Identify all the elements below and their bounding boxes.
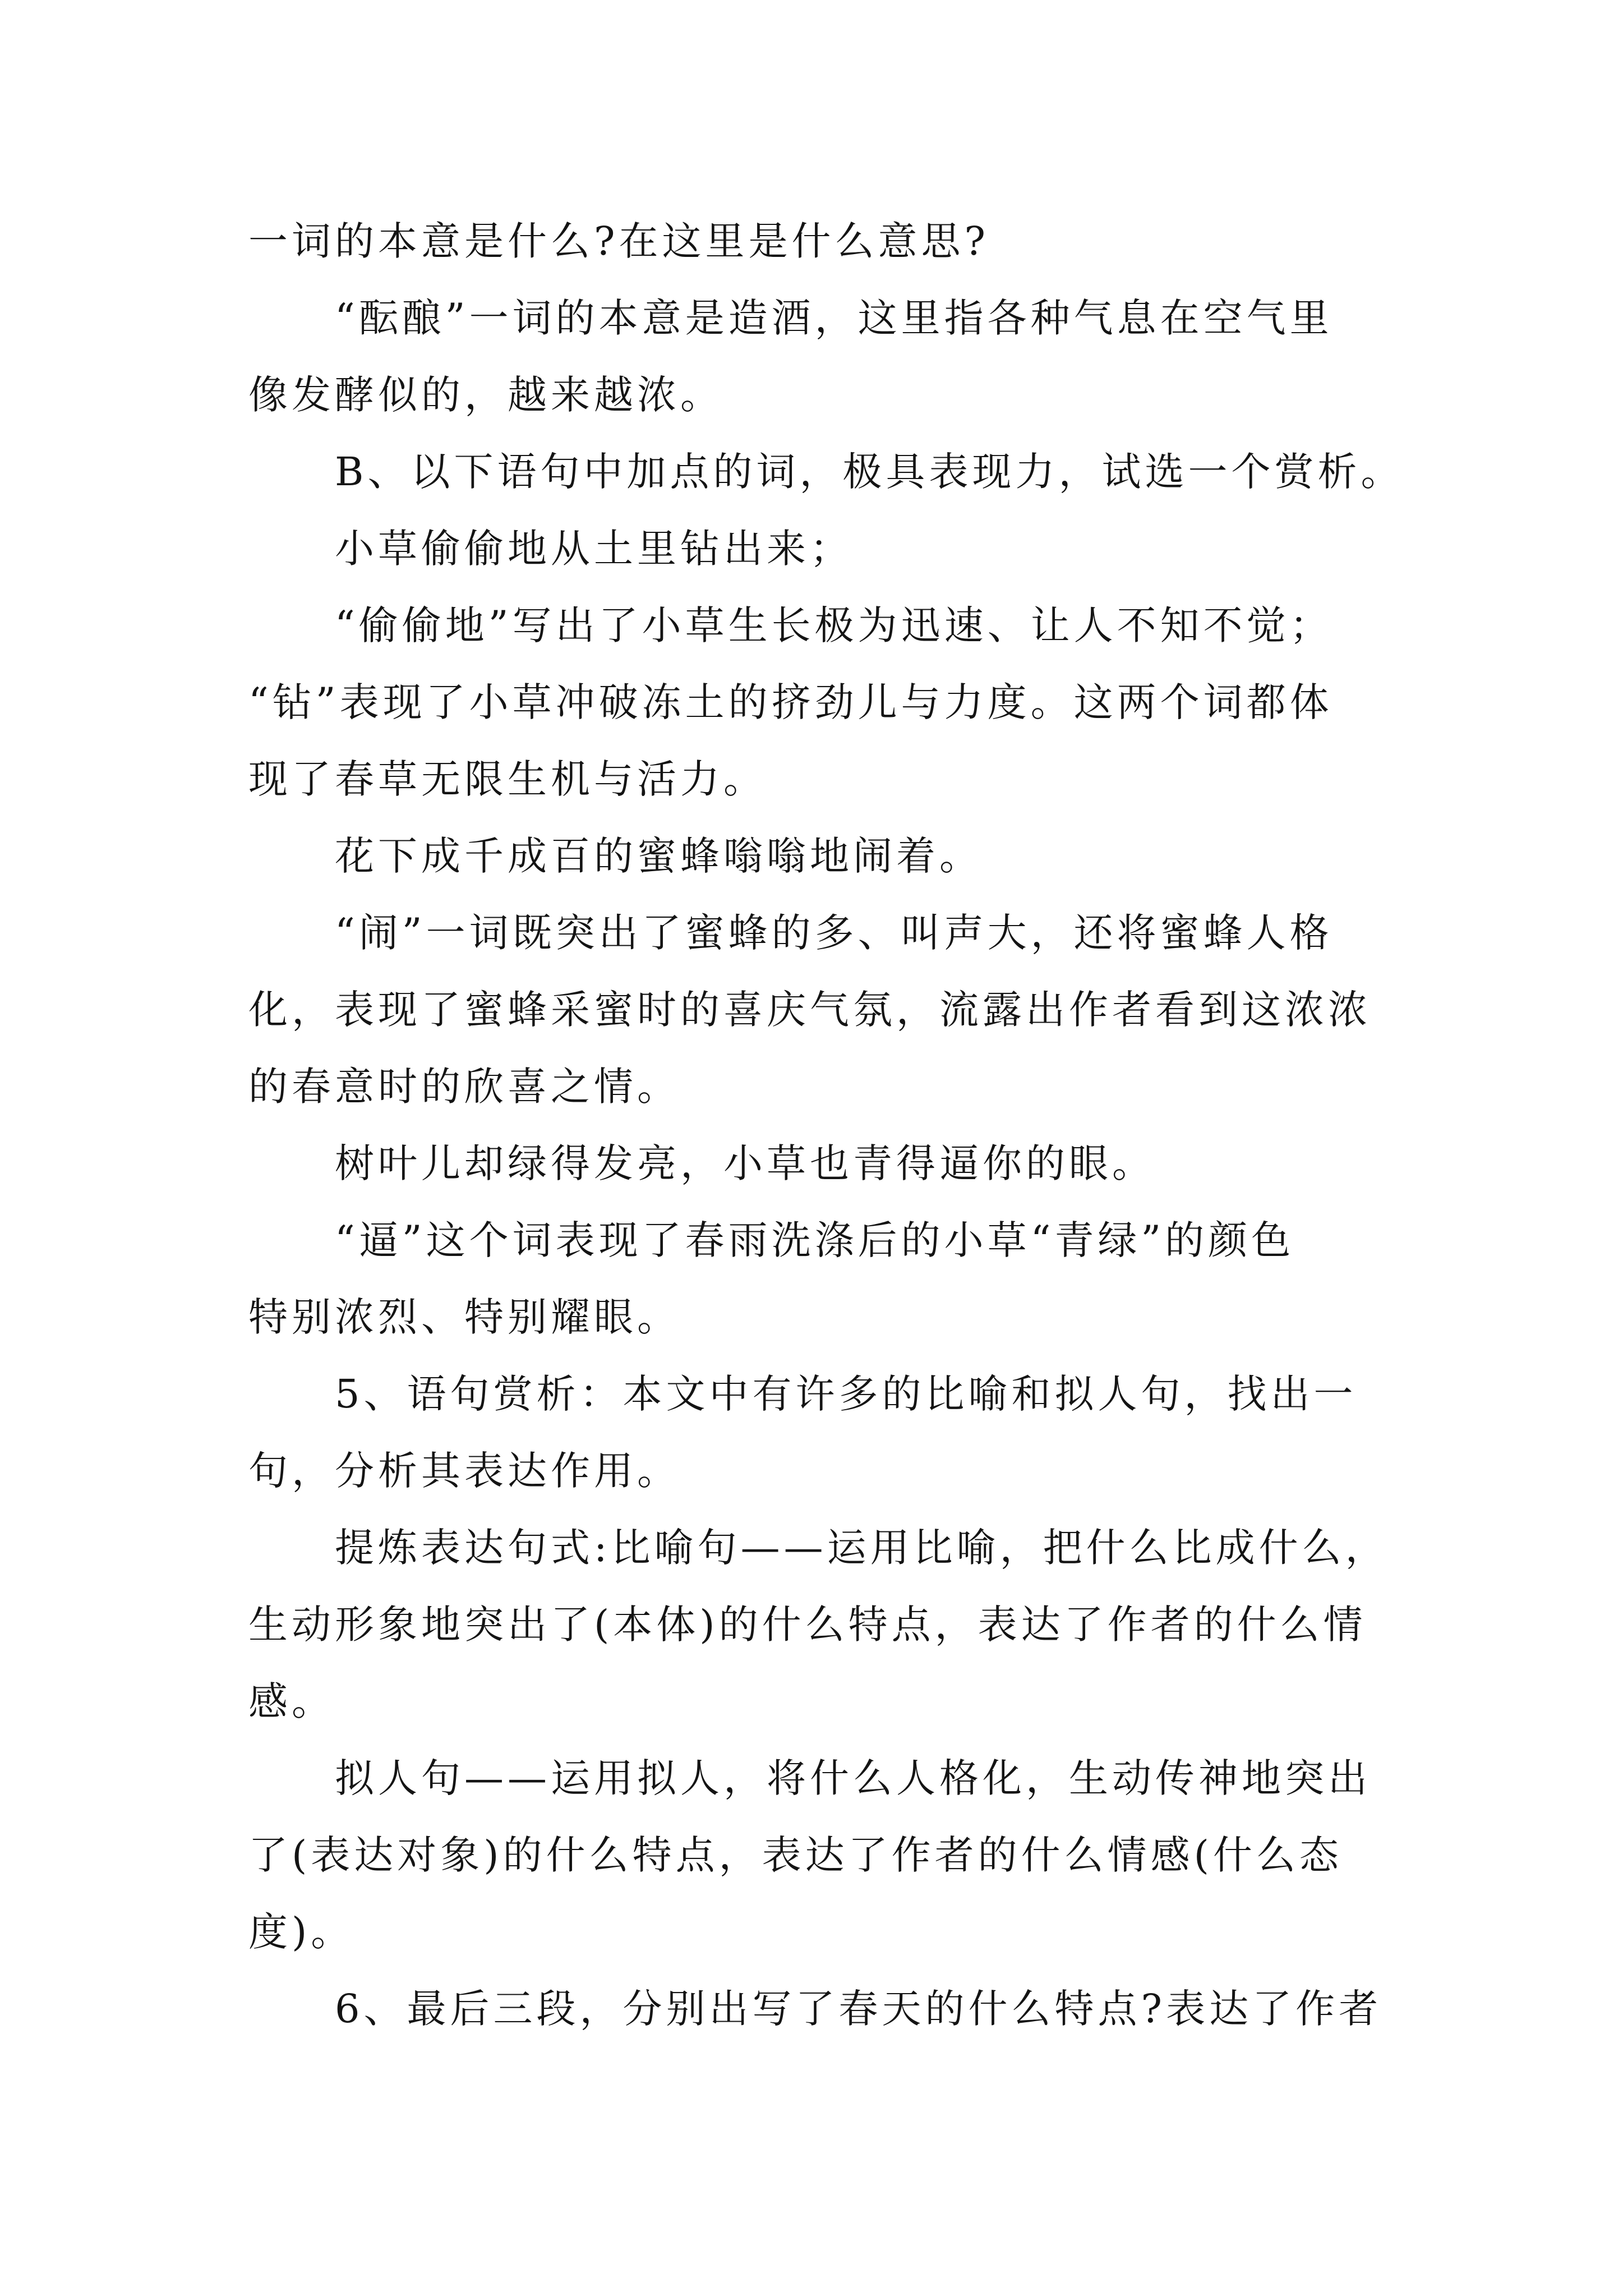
paragraph — [248, 1971, 1538, 2047]
text-line: 像发酵似的，越来越浓。 — [248, 372, 723, 418]
paragraph — [248, 1740, 1538, 1971]
text-line: 小草偷偷地从土里钻出来； — [335, 526, 853, 572]
text-line: 树叶儿却绿得发亮，小草也青得逼你的眼。 — [335, 1140, 1155, 1186]
text-line: 句，分析其表达作用。 — [248, 1448, 680, 1494]
paragraph — [248, 895, 1538, 1125]
text-line: 化，表现了蜜蜂采蜜时的喜庆气氛，流露出作者看到这浓浓 — [248, 987, 1371, 1033]
text-line: 拟人句——运用拟人，将什么人格化，生动传神地突出 — [335, 1755, 1371, 1801]
text-line: 了(表达对象)的什么特点，表达了作者的什么情感(什么态 — [248, 1832, 1343, 1878]
text-line: 度)。 — [248, 1909, 354, 1955]
text-line: 提炼表达句式:比喻句——运用比喻，把什么比成什么， — [335, 1525, 1389, 1571]
text-line: “闹”一词既突出了蜜蜂的多、叫声大，还将蜜蜂人格 — [335, 910, 1333, 956]
paragraph — [248, 510, 1538, 587]
text-line: 感。 — [248, 1678, 335, 1724]
paragraph — [248, 1510, 1538, 1740]
text-line: “酝酿”一词的本意是造酒，这里指各种气息在空气里 — [335, 295, 1333, 341]
text-line: 6、最后三段，分别出写了春天的什么特点?表达了作者 — [335, 1986, 1382, 2032]
text-line: “逼”这个词表现了春雨洗涤后的小草“青绿”的颜色 — [335, 1217, 1295, 1263]
body-text — [248, 203, 1538, 2047]
paragraph — [248, 203, 1538, 280]
text-line: “偷偷地”写出了小草生长极为迅速、让人不知不觉； — [335, 602, 1333, 648]
text-line: B、以下语句中加点的词，极具表现力，试选一个赏析。 — [335, 449, 1404, 495]
paragraph — [248, 1125, 1538, 1202]
text-line: 5、语句赏析：本文中有许多的比喻和拟人句，找出一 — [335, 1371, 1357, 1417]
text-line: 生动形象地突出了(本体)的什么特点，表达了作者的什么情 — [248, 1602, 1367, 1648]
paragraph — [248, 1356, 1538, 1510]
paragraph — [248, 1202, 1538, 1356]
text-line: “钻”表现了小草冲破冻土的挤劲儿与力度。这两个词都体 — [248, 679, 1333, 725]
text-line: 特别浓烈、特别耀眼。 — [248, 1294, 680, 1340]
text-line: 的春意时的欣喜之情。 — [248, 1064, 680, 1110]
text-line: 现了春草无限生机与活力。 — [248, 756, 767, 802]
paragraph — [248, 280, 1538, 434]
paragraph — [248, 587, 1538, 818]
paragraph — [248, 818, 1538, 895]
text-line: 花下成千成百的蜜蜂嗡嗡地闹着。 — [335, 833, 983, 879]
text-line: 一词的本意是什么?在这里是什么意思? — [248, 218, 990, 264]
paragraph — [248, 434, 1538, 510]
